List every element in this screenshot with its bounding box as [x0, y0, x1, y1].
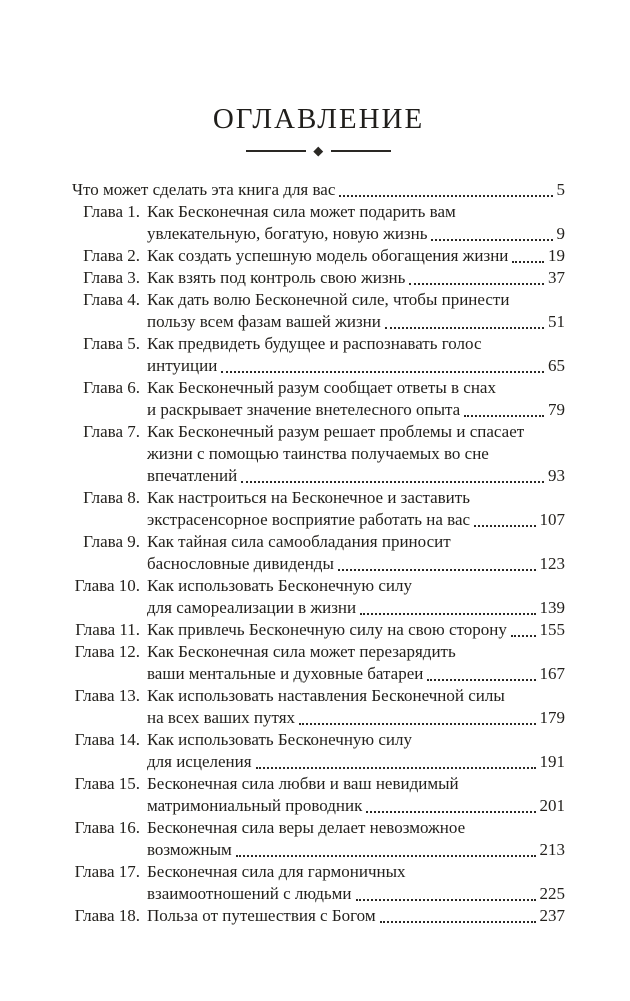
chapter-label: Глава 13. — [74, 686, 140, 705]
chapter-title — [147, 905, 565, 927]
chapter-title-line — [147, 487, 565, 509]
dot-leader — [252, 751, 540, 773]
chapter-title-text: Бесконечная сила для гармоничных — [147, 862, 406, 881]
toc-entry — [72, 817, 565, 861]
chapter-title-text: баснословные дивиденды — [147, 554, 334, 573]
page-number: 93 — [548, 466, 565, 485]
dot-leader — [507, 619, 540, 641]
page-number: 139 — [539, 598, 565, 617]
divider-rule-right — [331, 150, 391, 153]
chapter-label: Глава 3. — [83, 268, 140, 287]
page-number: 37 — [548, 268, 565, 287]
toc-entry — [72, 487, 565, 531]
dot-leader — [427, 223, 556, 245]
chapter-title-text: ваши ментальные и духовные батареи — [147, 664, 424, 683]
chapter-title — [147, 267, 565, 289]
toc-entry — [72, 179, 565, 201]
chapter-title-text: увлекательную, богатую, новую жизнь — [147, 224, 428, 243]
chapter-title — [72, 179, 565, 201]
toc-entry — [72, 201, 565, 245]
chapter-title-line — [147, 553, 565, 575]
chapter-title-line — [147, 751, 565, 773]
page-number: 179 — [539, 708, 565, 727]
chapter-label: Глава 17. — [74, 862, 140, 881]
diamond-icon — [314, 146, 323, 155]
page-number: 201 — [539, 796, 565, 815]
page-number: 19 — [548, 246, 565, 265]
chapter-title — [147, 201, 565, 245]
page-number: 51 — [548, 312, 565, 331]
toc-entry — [72, 619, 565, 641]
chapter-label: Глава 8. — [83, 488, 140, 507]
dot-leader — [376, 905, 540, 927]
chapter-title-line — [147, 311, 565, 333]
chapter-title-line — [147, 289, 565, 311]
chapter-title — [147, 333, 565, 377]
chapter-title-line — [147, 883, 565, 905]
chapter-title-line — [72, 179, 565, 201]
chapter-title-line — [147, 729, 565, 751]
chapter-title-text: Как использовать Бесконечную силу — [147, 576, 412, 595]
chapter-title-text: Как взять под контроль свою жизнь — [147, 268, 406, 287]
chapter-title-line — [147, 773, 565, 795]
chapter-title-line — [147, 619, 565, 641]
chapter-title-line — [147, 509, 565, 531]
chapter-label: Глава 1. — [83, 202, 140, 221]
divider-rule-left — [246, 150, 306, 153]
dot-leader — [356, 597, 539, 619]
chapter-title — [147, 575, 565, 619]
chapter-label: Глава 7. — [83, 422, 140, 441]
chapter-title-text: Как использовать Бесконечную силу — [147, 730, 412, 749]
chapter-label: Глава 5. — [83, 334, 140, 353]
dot-leader — [423, 663, 539, 685]
page-number: 155 — [539, 620, 565, 639]
dot-leader — [334, 553, 540, 575]
chapter-title-text: Как создать успешную модель обогащения жизни — [147, 246, 509, 265]
dot-leader — [237, 465, 548, 487]
chapter-title-text: интуиции — [147, 356, 218, 375]
chapter-title-text: Польза от путешествия с Богом — [147, 906, 376, 925]
chapter-label: Глава 11. — [75, 620, 140, 639]
chapter-title-line — [147, 575, 565, 597]
page-number: 79 — [548, 400, 565, 419]
chapter-title — [147, 861, 565, 905]
dot-leader — [217, 355, 548, 377]
toc-entry — [72, 267, 565, 289]
dot-leader — [295, 707, 539, 729]
chapter-title — [147, 487, 565, 531]
chapter-title-text: Как предвидеть будущее и распознавать голос — [147, 334, 482, 353]
chapter-label: Глава 9. — [83, 532, 140, 551]
chapter-title-text: для исцеления — [147, 752, 252, 771]
chapter-title-line — [147, 685, 565, 707]
chapter-title-text: пользу всем фазам вашей жизни — [147, 312, 381, 331]
chapter-title-line — [147, 861, 565, 883]
chapter-title — [147, 641, 565, 685]
chapter-title — [147, 773, 565, 817]
chapter-title-text: Бесконечная сила любви и ваш невидимый — [147, 774, 459, 793]
chapter-title — [147, 377, 565, 421]
chapter-title-text: Как привлечь Бесконечную силу на свою сторону — [147, 620, 507, 639]
chapter-title-text: впечатлений — [147, 466, 238, 485]
chapter-title — [147, 421, 565, 487]
chapter-title-text: Как дать волю Бесконечной силе, чтобы принести — [147, 290, 510, 309]
chapter-title-line — [147, 355, 565, 377]
chapter-title-line — [147, 421, 565, 443]
chapter-title-line — [147, 465, 565, 487]
title-divider — [72, 147, 565, 155]
page-number: 237 — [539, 906, 565, 925]
chapter-title-line — [147, 201, 565, 223]
chapter-title-text: для самореализации в жизни — [147, 598, 357, 617]
dot-leader — [405, 267, 548, 289]
toc-entry — [72, 641, 565, 685]
chapter-label: Глава 14. — [74, 730, 140, 749]
dot-leader — [508, 245, 548, 267]
toc-entry — [72, 575, 565, 619]
chapter-title-line — [147, 223, 565, 245]
chapter-title — [147, 289, 565, 333]
chapter-title-text: возможным — [147, 840, 232, 859]
page-number: 123 — [539, 554, 565, 573]
chapter-title-line — [147, 795, 565, 817]
chapter-title — [147, 531, 565, 575]
chapter-label: Глава 18. — [74, 906, 140, 925]
chapter-title-text: Что может сделать эта книга для вас — [72, 180, 336, 199]
chapter-title-line — [147, 399, 565, 421]
toc-list — [72, 179, 565, 927]
page-number: 167 — [539, 664, 565, 683]
page-number: 65 — [548, 356, 565, 375]
toc-entry — [72, 729, 565, 773]
chapter-title — [147, 619, 565, 641]
chapter-title-text: Как тайная сила самообладания приносит — [147, 532, 451, 551]
chapter-title-line — [147, 333, 565, 355]
chapter-label: Глава 15. — [74, 774, 140, 793]
chapter-title-line — [147, 641, 565, 663]
toc-entry — [72, 333, 565, 377]
toc-entry — [72, 773, 565, 817]
chapter-title-text: матримониальный проводник — [147, 796, 363, 815]
chapter-title — [147, 817, 565, 861]
page-title: ОГЛАВЛЕНИЕ — [212, 103, 425, 135]
chapter-title — [147, 729, 565, 773]
page-number: 213 — [539, 840, 565, 859]
page-number: 225 — [539, 884, 565, 903]
chapter-title-text: взаимоотношений с людьми — [147, 884, 352, 903]
chapter-title-line — [147, 817, 565, 839]
dot-leader — [232, 839, 540, 861]
chapter-title-text: Как использовать наставления Бесконечной силы — [147, 686, 505, 705]
chapter-label: Глава 2. — [83, 246, 140, 265]
toc-entry — [72, 289, 565, 333]
chapter-title-text: Как Бесконечная сила может подарить вам — [147, 202, 456, 221]
chapter-title-text: Как Бесконечный разум сообщает ответы в снах — [147, 378, 496, 397]
chapter-label: Глава 4. — [83, 290, 140, 309]
chapter-title-text: Как настроиться на Бесконечное и заставить — [147, 488, 470, 507]
dot-leader — [470, 509, 539, 531]
chapter-label: Глава 6. — [83, 378, 140, 397]
chapter-title-text: экстрасенсорное восприятие работать на вас — [147, 510, 471, 529]
page-number: 9 — [556, 224, 565, 243]
chapter-title-line — [147, 839, 565, 861]
chapter-title-text: на всех ваших путях — [147, 708, 296, 727]
dot-leader — [362, 795, 539, 817]
chapter-title-text: и раскрывает значение внетелесного опыта — [147, 400, 461, 419]
chapter-label: Глава 12. — [74, 642, 140, 661]
toc-entry — [72, 245, 565, 267]
chapter-title-line — [147, 663, 565, 685]
chapter-title — [147, 245, 565, 267]
page-number: 191 — [539, 752, 565, 771]
toc-entry — [72, 685, 565, 729]
chapter-label: Глава 10. — [74, 576, 140, 595]
chapter-label: Глава 16. — [74, 818, 140, 837]
toc-entry — [72, 377, 565, 421]
chapter-title-text: Как Бесконечный разум решает проблемы и спасает — [147, 422, 525, 441]
chapter-title-text: Как Бесконечная сила может перезарядить — [147, 642, 456, 661]
chapter-title — [147, 685, 565, 729]
toc-entry — [72, 421, 565, 487]
page-number: 5 — [556, 180, 565, 199]
chapter-title-text: Бесконечная сила веры делает невозможное — [147, 818, 466, 837]
toc-entry — [72, 905, 565, 927]
chapter-title-line — [147, 531, 565, 553]
chapter-title-line — [147, 597, 565, 619]
chapter-title-line — [147, 267, 565, 289]
chapter-title-line — [147, 443, 565, 465]
toc-entry — [72, 861, 565, 905]
toc-entry — [72, 531, 565, 575]
dot-leader — [335, 179, 556, 201]
dot-leader — [352, 883, 540, 905]
chapter-title-text: жизни с помощью таинства получаемых во сне — [147, 444, 489, 463]
chapter-title-line — [147, 905, 565, 927]
chapter-title-line — [147, 707, 565, 729]
page-number: 107 — [539, 510, 565, 529]
dot-leader — [381, 311, 548, 333]
chapter-title-line — [147, 377, 565, 399]
chapter-title-line — [147, 245, 565, 267]
dot-leader — [460, 399, 548, 421]
